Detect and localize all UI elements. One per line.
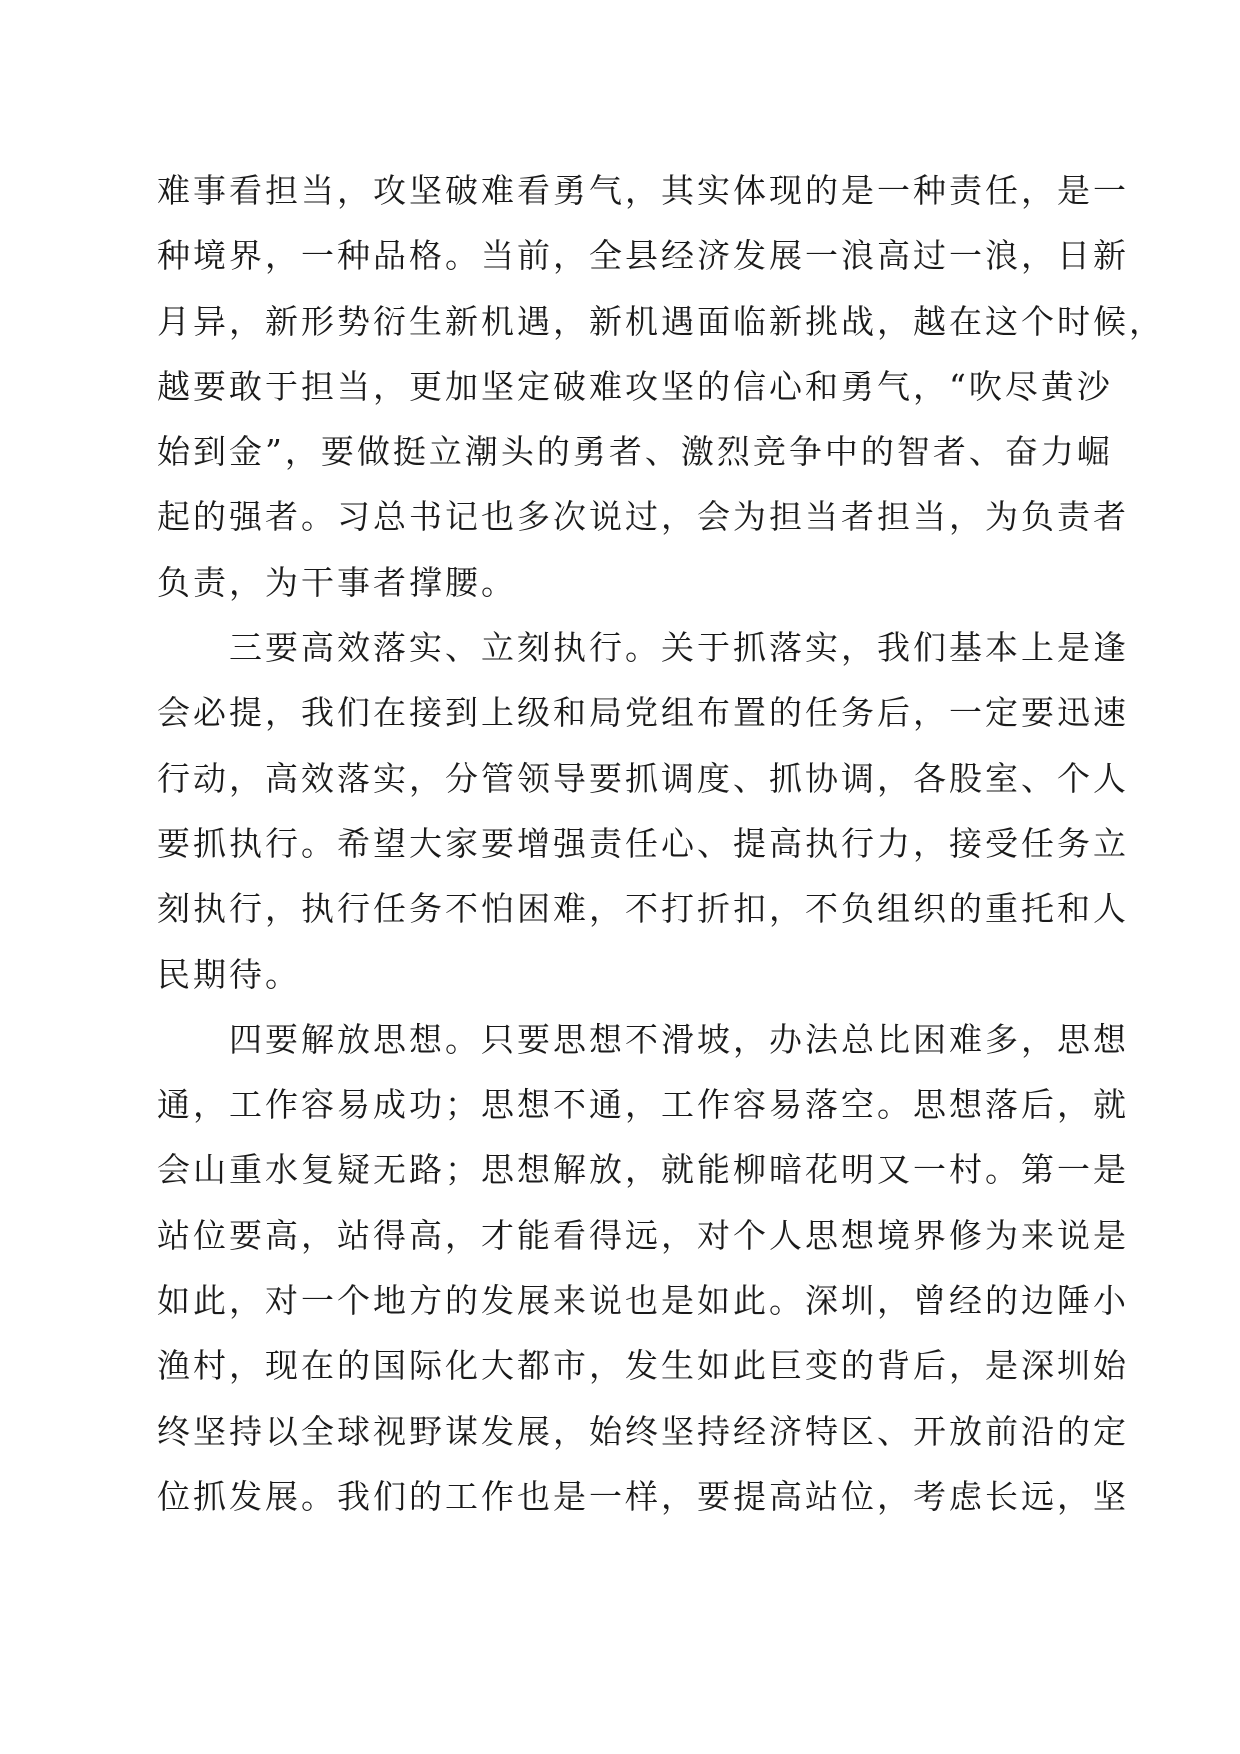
- text-line: 渔村，现在的国际化大都市，发生如此巨变的背后，是深圳始: [157, 1346, 1129, 1386]
- text-line: 会山重水复疑无路；思想解放，就能柳暗花明又一村。第一是: [157, 1150, 1129, 1190]
- paragraph-first-line: 三要高效落实、立刻执行。关于抓落实，我们基本上是逢: [229, 628, 1129, 668]
- text-line: 负责，为干事者撑腰。: [157, 562, 517, 602]
- text-line: 月异，新形势衍生新机遇，新机遇面临新挑战，越在这个时候，: [157, 301, 1165, 341]
- text-line: 刻执行，执行任务不怕困难，不打折扣，不负组织的重托和人: [157, 889, 1129, 929]
- body-text: [157, 158, 1165, 1529]
- text-line: 站位要高，站得高，才能看得远，对个人思想境界修为来说是: [157, 1215, 1129, 1255]
- text-line: 难事看担当，攻坚破难看勇气，其实体现的是一种责任，是一: [157, 171, 1129, 210]
- text-line: 要抓执行。希望大家要增强责任心、提高执行力，接受任务立: [157, 823, 1129, 863]
- text-line: 起的强者。习总书记也多次说过，会为担当者担当，为负责者: [157, 497, 1129, 537]
- text-line: 民期待。: [157, 954, 301, 994]
- text-line: 行动，高效落实，分管领导要抓调度、抓协调，各股室、个人: [157, 758, 1129, 798]
- text-line: 始到金”，要做挺立潮头的勇者、激烈竞争中的智者、奋力崛: [157, 432, 1113, 472]
- text-line: 终坚持以全球视野谋发展，始终坚持经济特区、开放前沿的定: [157, 1411, 1129, 1451]
- paragraph-first-line: 四要解放思想。只要思想不滑坡，办法总比困难多，思想: [229, 1019, 1129, 1059]
- text-line: 如此，对一个地方的发展来说也是如此。深圳，曾经的边陲小: [157, 1281, 1129, 1321]
- text-line: 越要敢于担当，更加坚定破难攻坚的信心和勇气，“吹尽黄沙: [157, 366, 1113, 406]
- text-line: 会必提，我们在接到上级和局党组布置的任务后，一定要迅速: [157, 693, 1129, 733]
- text-line: 通，工作容易成功；思想不通，工作容易落空。思想落后，就: [157, 1085, 1129, 1125]
- text-line: 位抓发展。我们的工作也是一样，要提高站位，考虑长远，坚: [157, 1476, 1129, 1516]
- text-line: 种境界，一种品格。当前，全县经济发展一浪高过一浪，日新: [157, 236, 1129, 276]
